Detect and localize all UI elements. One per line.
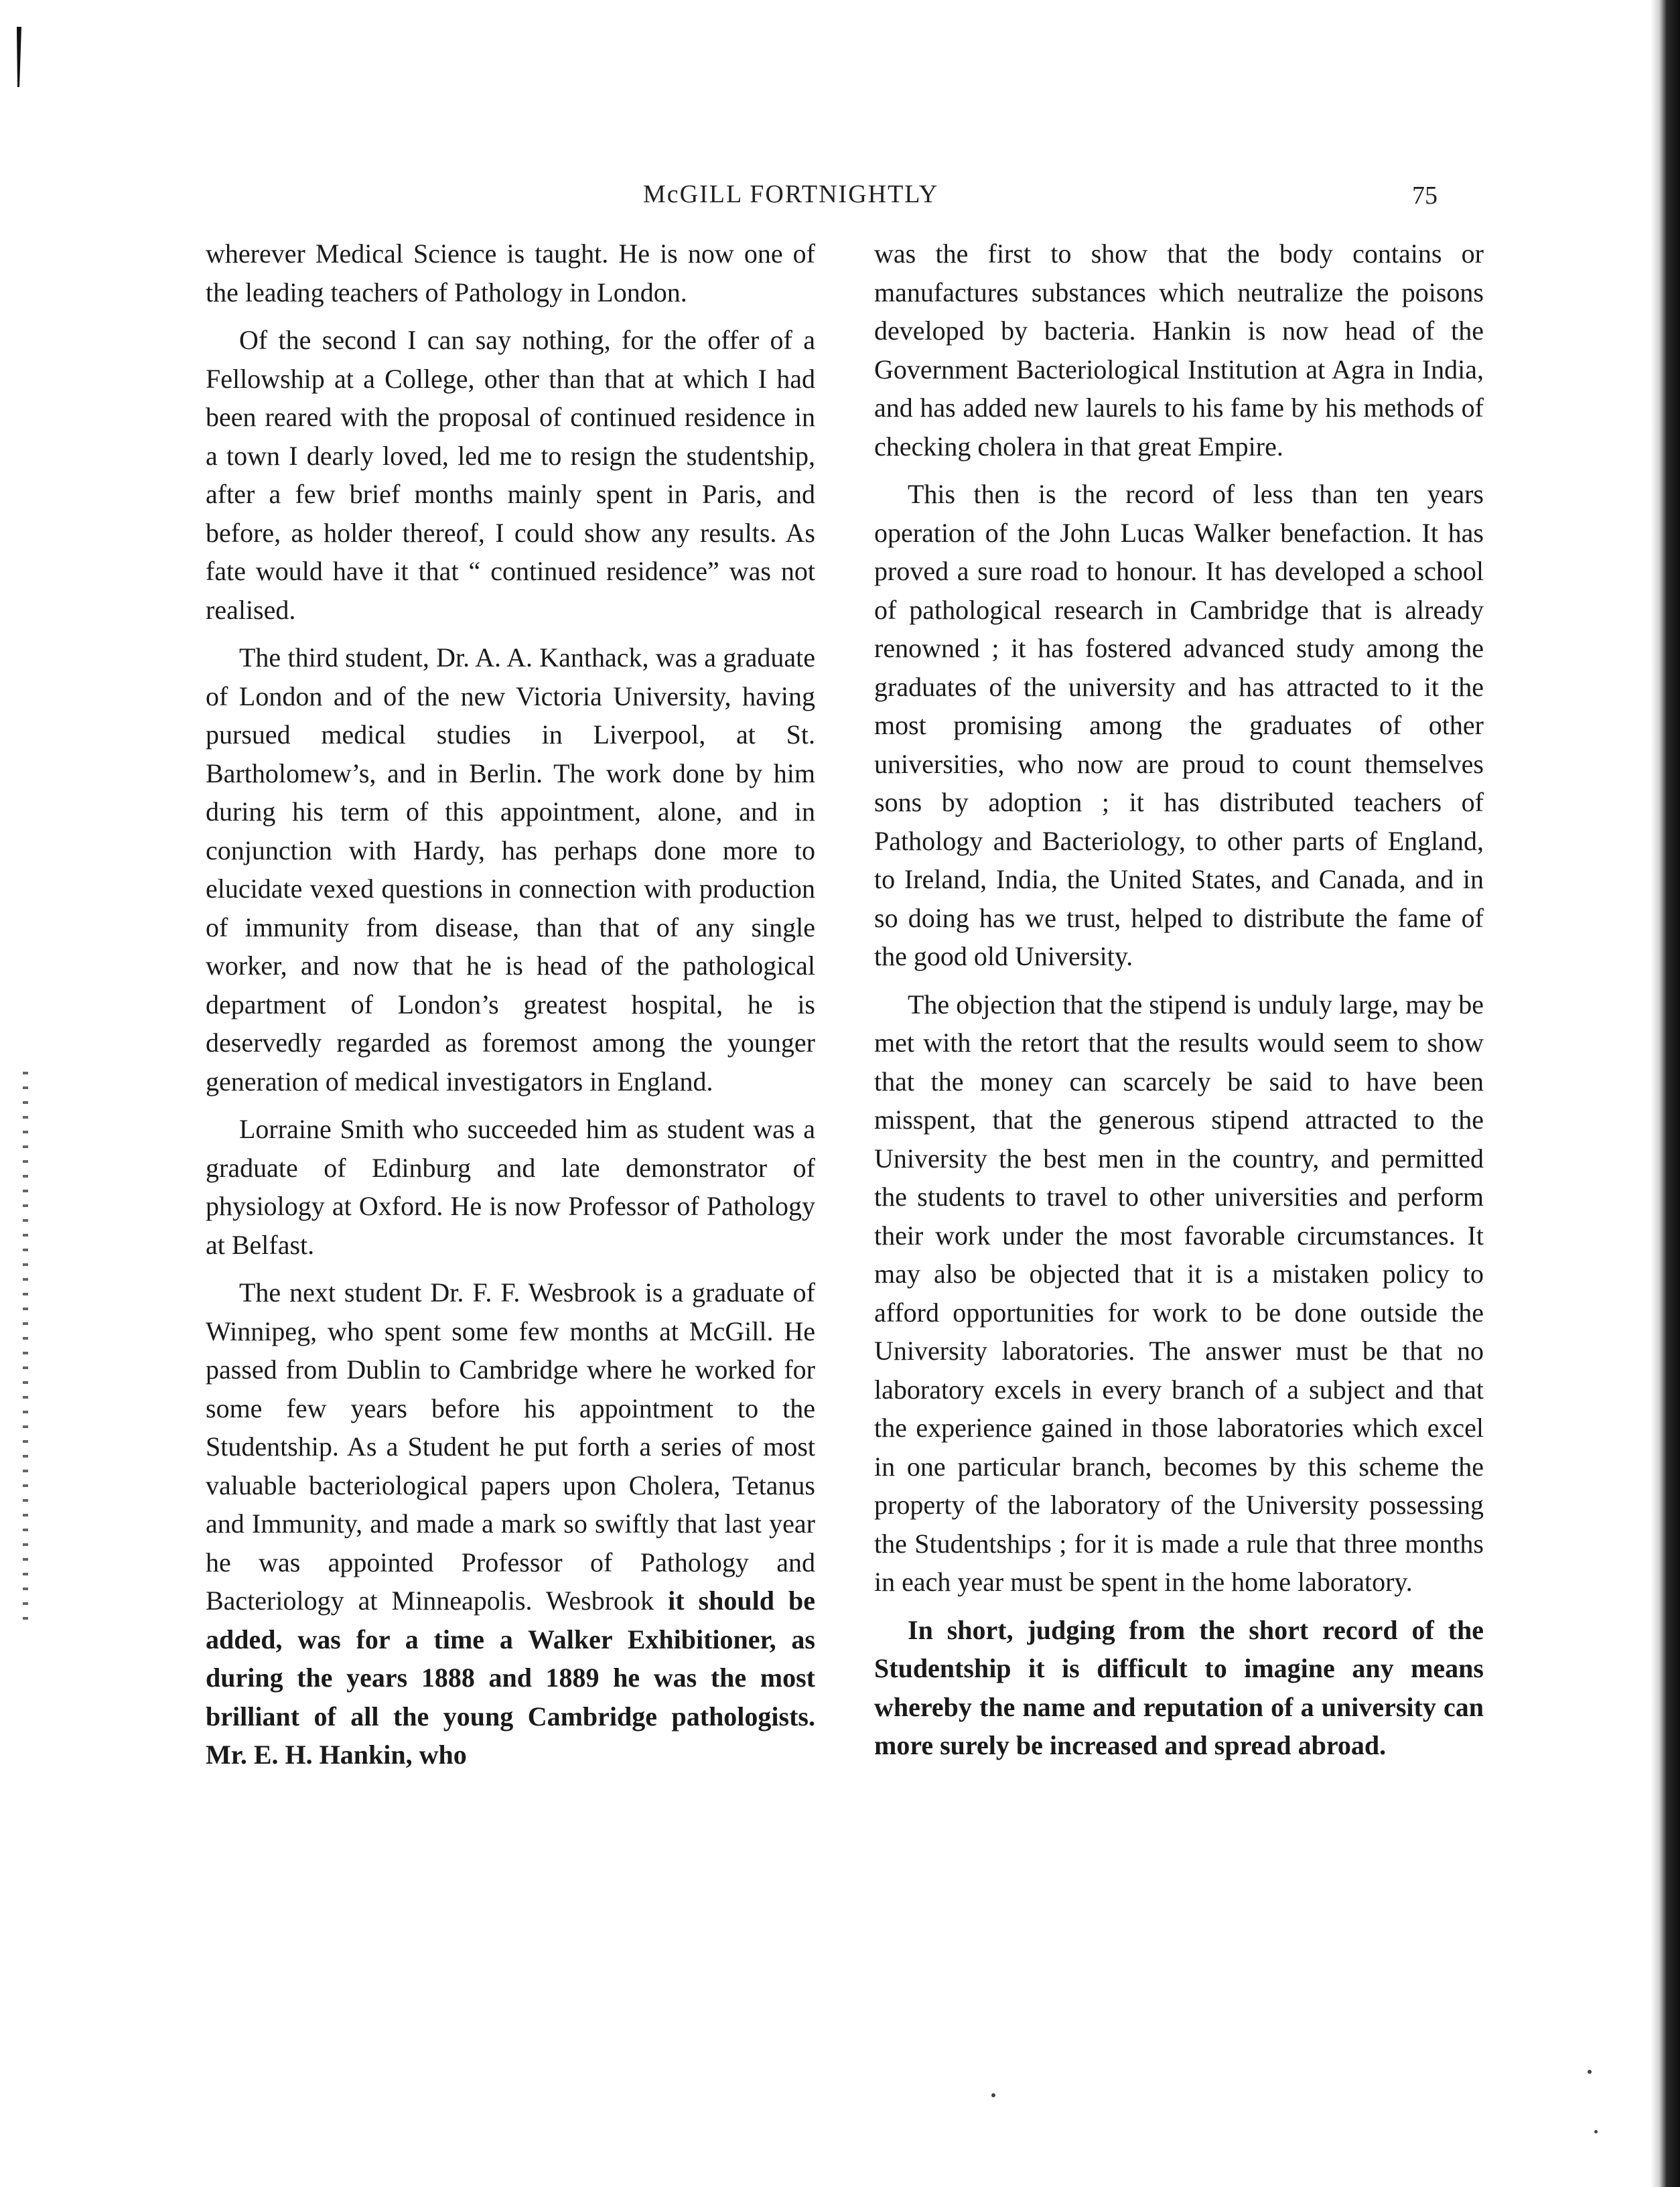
scan-margin-specks — [23, 1072, 28, 1621]
left-column — [206, 234, 815, 1784]
paragraph: The third student, Dr. A. A. Kanthack, was a graduate of London and of the new Victoria University, having pursued medical studies in Liverpool, at St. Bartholomew’s, and in Berlin. The work done by him during his term of this appointment, alone, and in conjunction with Hardy, has perhaps done more to elucidate vexed questions in connection with production of immunity from disease, than that of any single worker, and now that he is head of the pathological department of London’s greatest hospital, he is deservedly regarded as foremost among the younger generation of medical investigators in England. — [206, 642, 815, 1097]
scan-speck — [1594, 2130, 1598, 2133]
paragraph-continued: was the first to show that the body contains or manufactures substances which neutralize the poisons developed by bacteria. Hankin is now head of the Government Bacteriological Institution at Agra in India, and has added new laurels to his fame by his methods of checking cholera in that great Empire. — [874, 238, 1484, 462]
scan-page-edge — [1651, 0, 1680, 2187]
scan-speck — [991, 2093, 995, 2097]
scan-speck — [1588, 2070, 1592, 2074]
running-title: McGILL FORTNIGHTLY — [643, 180, 939, 208]
paragraph — [206, 1273, 815, 1774]
scan-binding-mark — [15, 27, 21, 87]
paragraph-text: The next student Dr. F. F. Wesbrook is a graduate of Winnipeg, who spent some few months at McGill. He passed from Dublin to Cambridge where he worked for some few years before his appointment to the Studentship. As a Student he put forth a series of most valuable bacteriological papers upon Cholera, Tetanus and Immunity, and made a mark so swiftly that last year he was appointed Professor of Pathology and Bacteriology at Minneapolis. Wesbrook — [206, 1277, 815, 1616]
paragraph-continued: wherever Medical Science is taught. He is now one of the leading teachers of Pathology in London. — [206, 238, 815, 307]
paragraph: The objection that the stipend is unduly large, may be met with the retort that the results would seem to show that the money can scarcely be said to have been misspent, that the generous stipend attracted to the University the best men in the country, and permitted the students to travel to other universities and perform their work under the most favorable circumstances. It may also be objected that it is a mistaken policy to afford opportunities for work to be done outside the University laboratories. The answer must be that no laboratory excels in every branch of a subject and that the experience gained in those laboratories which excel in one particular branch, becomes by this scheme the property of the laboratory of the University possessing the Studentships ; for it is made a rule that three months in each year must be spent in the home laboratory. — [874, 989, 1484, 1597]
page-number: 75 — [1412, 182, 1438, 210]
paragraph: Of the second I can say nothing, for the offer of a Fellowship at a College, other than that at which I had been reared with the proposal of continued residence in a town I dearly loved, led me to resign the studentship, after a few brief months mainly spent in Paris, and before, as holder thereof, I could show any results. As fate would have it that “ continued residence” was not realised. — [206, 325, 815, 625]
right-column — [874, 234, 1484, 1774]
paragraph: This then is the record of less than ten years operation of the John Lucas Walker benefaction. It has proved a sure road to honour. It has developed a school of pathological research in Cambridge that is already renowned ; it has fostered advanced study among the graduates of the university and has attracted to it the most promising among the graduates of other universities, who now are proud to count themselves sons by adoption ; it has distributed teachers of Pathology and Bacteriology, to other parts of England, to Ireland, India, the United States, and Canada, and in so doing has we trust, helped to distribute the fame of the good old University. — [874, 479, 1484, 971]
paragraph-text-bold: it should be added, was for a time a Walker Exhibitioner, as during the years 1888 and 1889 he was the most brilliant of all the young Cambridge pathologists. Mr. E. H. Hankin, who — [206, 1585, 816, 1770]
paragraph-bold: In short, judging from the short record of the Studentship it is difficult to imagine any means whereby the name and reputation of a university can more surely be increased and spread abroad. — [874, 1614, 1484, 1760]
paragraph: Lorraine Smith who succeeded him as student was a graduate of Edinburg and late demonstrator of physiology at Oxford. He is now Professor of Pathology at Belfast. — [206, 1114, 815, 1260]
